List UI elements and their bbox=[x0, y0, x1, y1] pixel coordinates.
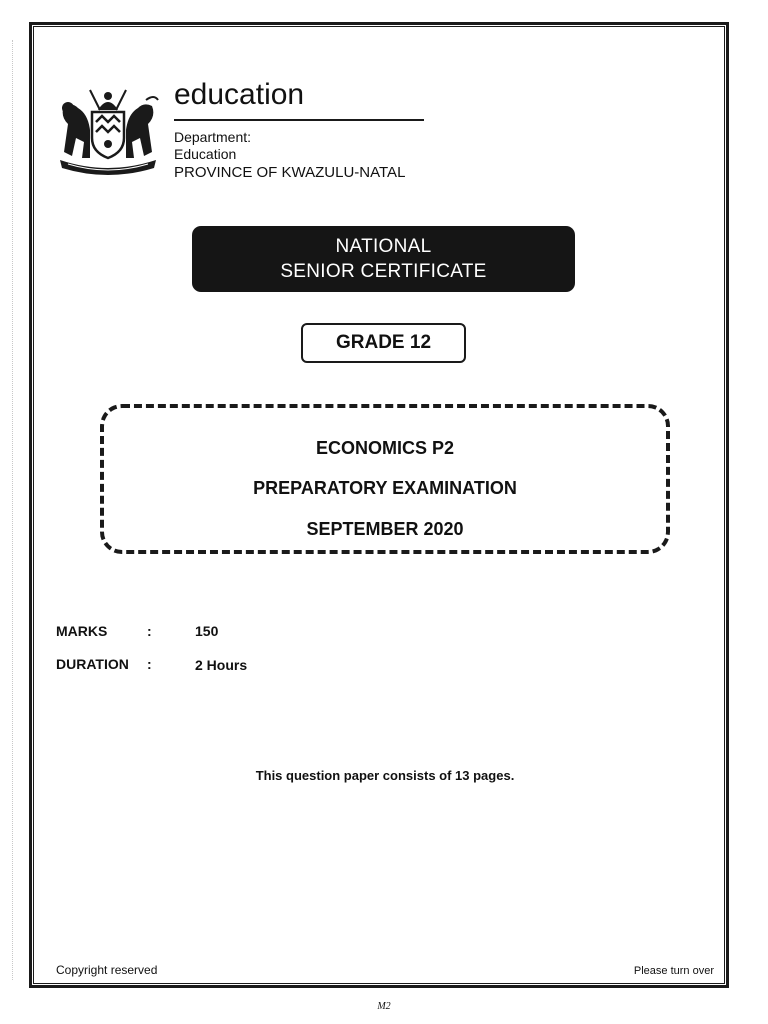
marks-colon: : bbox=[147, 623, 152, 639]
copyright-notice: Copyright reserved bbox=[56, 963, 158, 977]
turn-over-note: Please turn over bbox=[633, 965, 714, 977]
duration-colon: : bbox=[147, 656, 152, 672]
wordmark-rule bbox=[174, 119, 424, 121]
exam-session: SEPTEMBER 2020 bbox=[306, 519, 464, 539]
certificate-banner bbox=[192, 226, 575, 292]
exam-type: PREPARATORY EXAMINATION bbox=[253, 478, 517, 498]
department-label: Department: bbox=[174, 129, 252, 145]
grade-badge: GRADE 12 bbox=[301, 323, 466, 363]
marks-value: 150 bbox=[195, 623, 219, 639]
department-name: Education bbox=[174, 146, 237, 162]
province-name: PROVINCE OF KWAZULU-NATAL bbox=[174, 164, 406, 181]
department-wordmark: education bbox=[174, 78, 305, 111]
marks-label: MARKS bbox=[56, 623, 108, 639]
coat-of-arms-icon bbox=[54, 86, 162, 180]
duration-value: 2 Hours bbox=[195, 657, 248, 673]
exam-subject: ECONOMICS P2 bbox=[315, 438, 455, 458]
page-count-note: This question paper consists of 13 pages. bbox=[255, 768, 515, 783]
certificate-line-1: NATIONAL bbox=[335, 236, 432, 257]
duration-label: DURATION bbox=[56, 656, 129, 672]
scan-edge bbox=[12, 40, 14, 980]
page-code: M2 bbox=[377, 1001, 391, 1012]
certificate-line-2: SENIOR CERTIFICATE bbox=[280, 261, 487, 282]
